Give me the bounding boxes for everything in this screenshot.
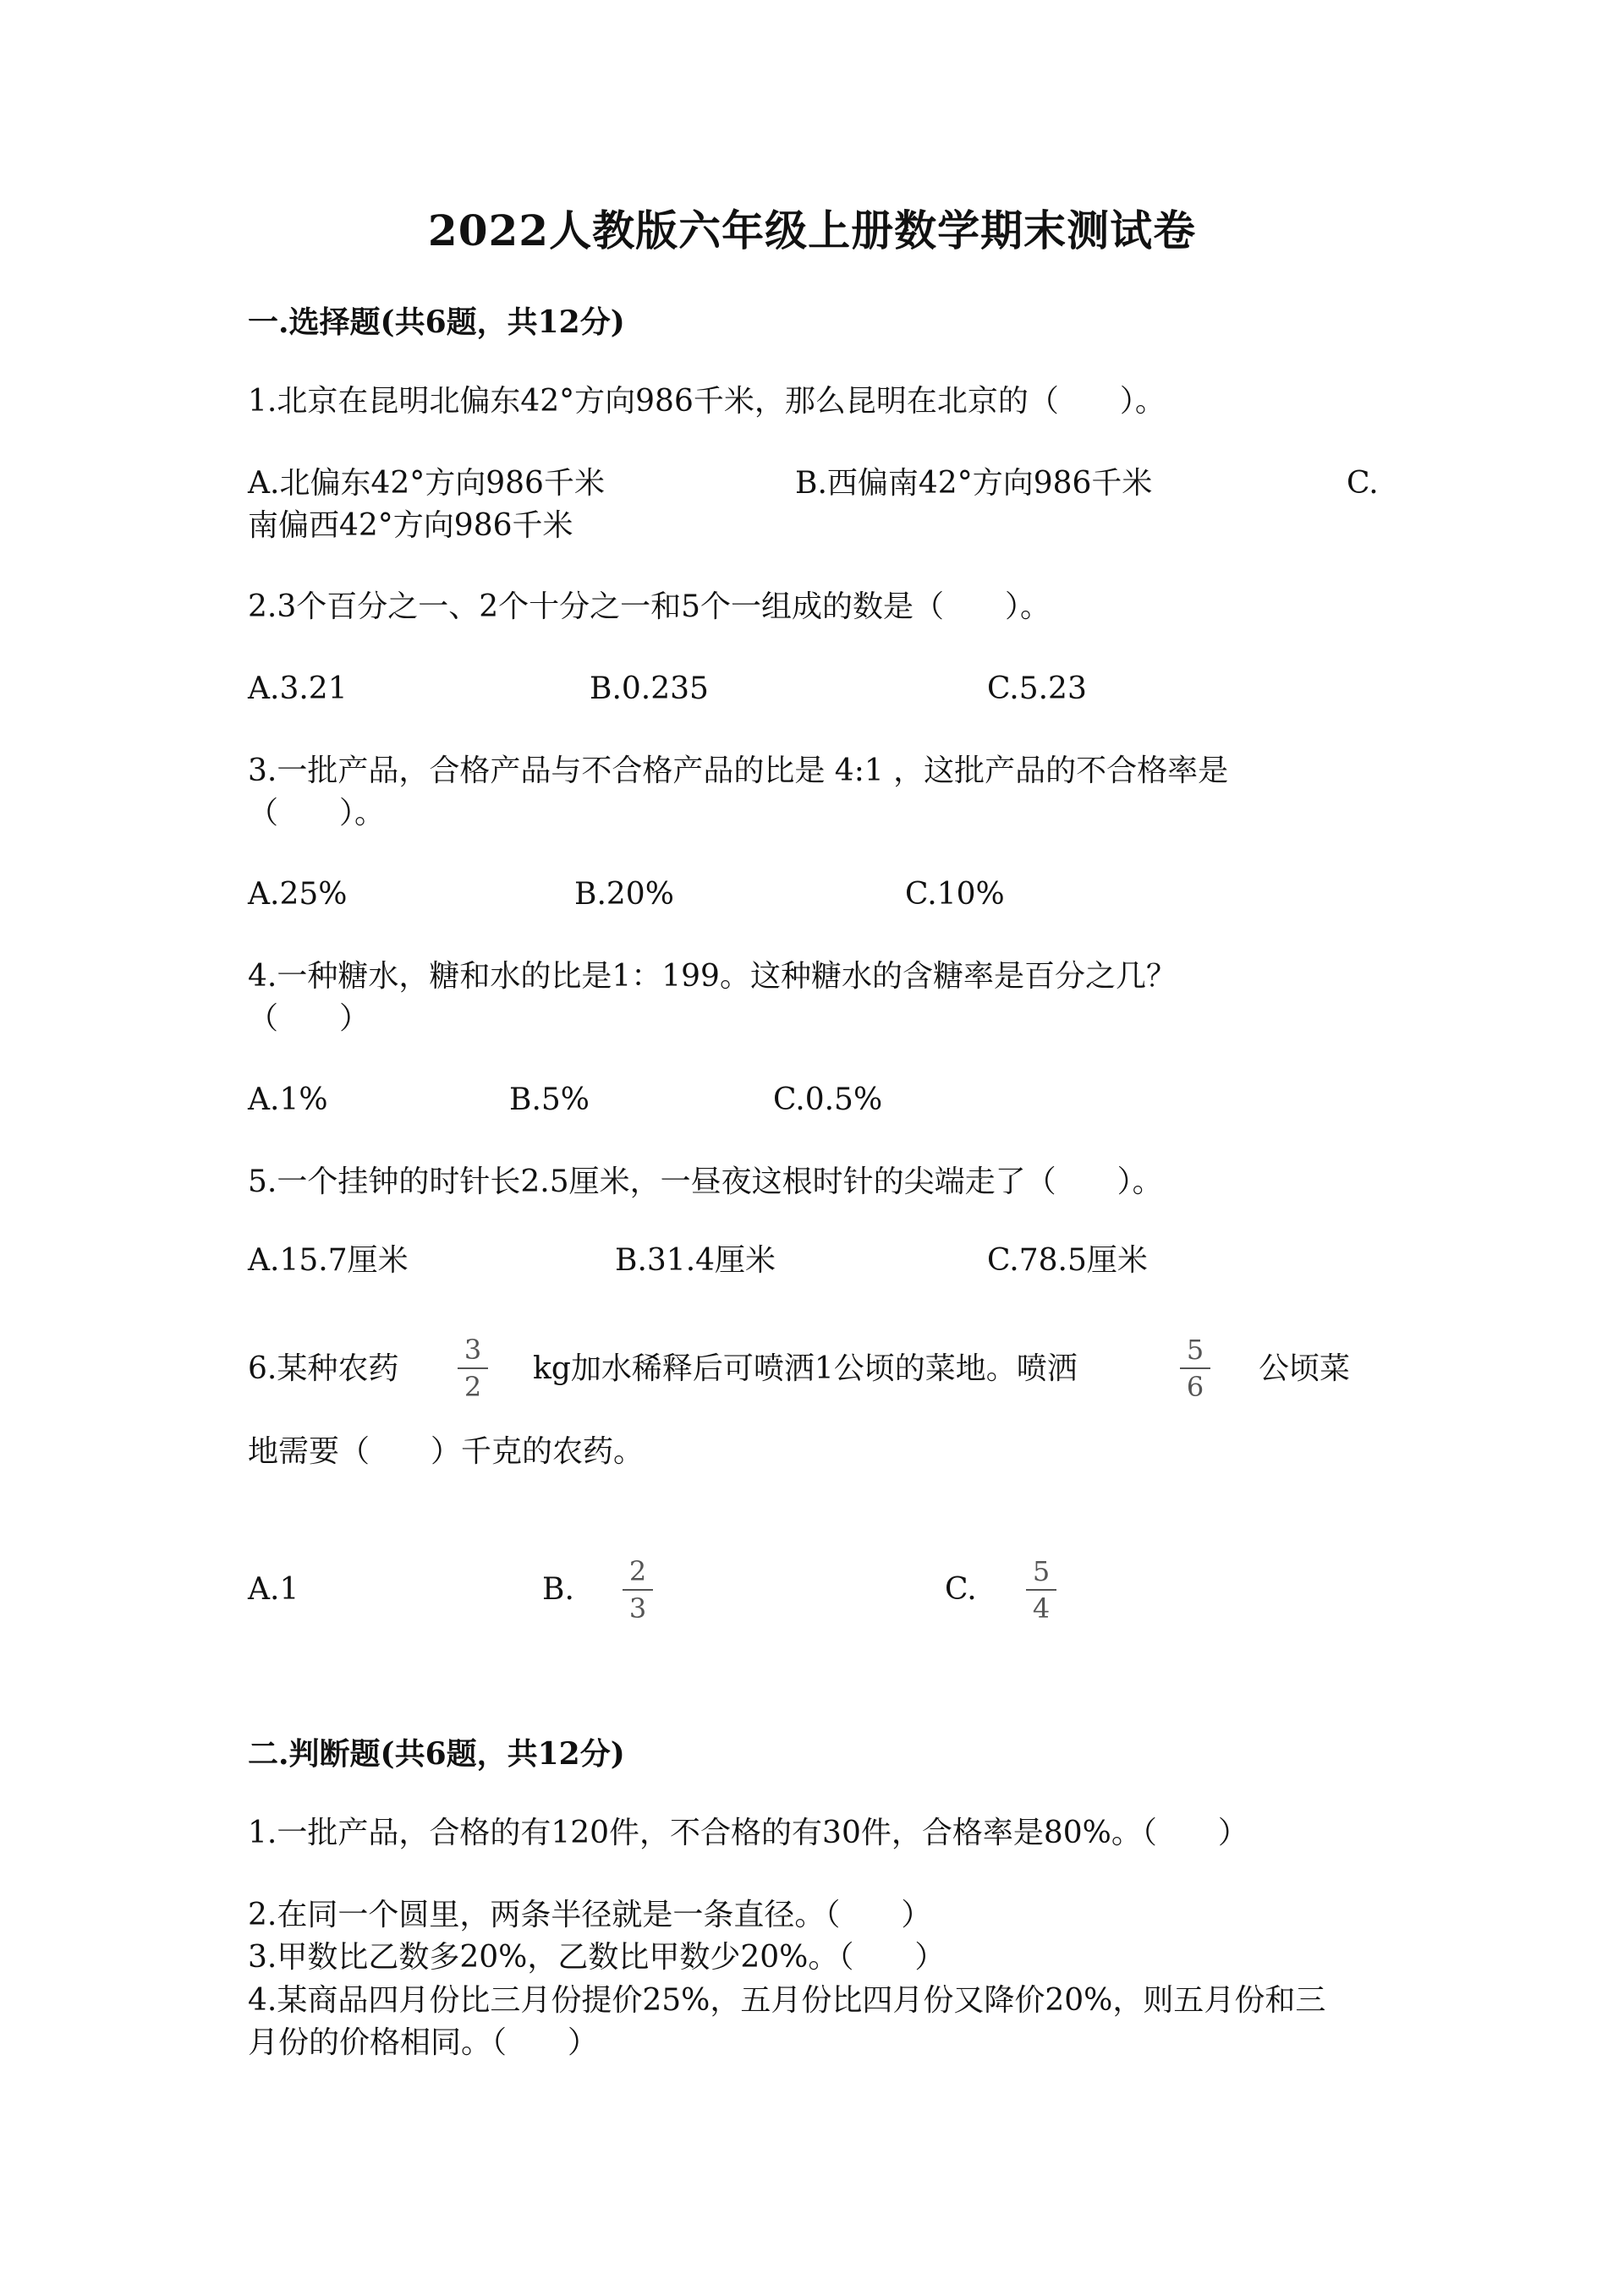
question-3-option-a: A.25% bbox=[248, 877, 348, 912]
question-6-stem-part3: 公顷菜 bbox=[1259, 1351, 1351, 1386]
question-3-stem: 3.一批产品，合格产品与不合格产品的比是 4:1 ，这批产品的不合格率是 bbox=[248, 753, 1229, 788]
question-2-option-b: B.0.235 bbox=[590, 671, 709, 706]
question-4-option-a: A.1% bbox=[248, 1082, 328, 1117]
question-4-stem: 4.一种糖水，糖和水的比是1：199。这种糖水的含糖率是百分之几？ bbox=[248, 959, 1177, 994]
question-6-option-a: A.1 bbox=[248, 1572, 299, 1607]
judgment-2: 2.在同一个圆里，两条半径就是一条直径。（ ） bbox=[248, 1898, 932, 1932]
question-1-option-b: B.西偏南42°方向986千米 bbox=[795, 466, 1153, 501]
question-3-stem-cont: （ ）。 bbox=[248, 796, 386, 830]
fraction-denominator: 4 bbox=[1032, 1592, 1051, 1625]
fraction-bar bbox=[623, 1589, 653, 1591]
fraction-bar bbox=[1180, 1367, 1210, 1369]
question-6-stem-cont: 地需要（ ）千克的农药。 bbox=[248, 1434, 645, 1469]
question-6-option-b: B. bbox=[542, 1572, 574, 1607]
fraction-denominator: 6 bbox=[1186, 1371, 1204, 1403]
question-4-option-b: B.5% bbox=[509, 1082, 590, 1117]
question-4-stem-cont: （ ） bbox=[248, 1001, 370, 1036]
question-5-option-a: A.15.7厘米 bbox=[248, 1243, 409, 1278]
question-3-option-c: C.10% bbox=[905, 877, 1005, 912]
judgment-4-cont: 月份的价格相同。（ ） bbox=[248, 2025, 599, 2060]
question-6-fraction-3-2 bbox=[454, 1334, 491, 1402]
question-4-option-c: C.0.5% bbox=[773, 1082, 883, 1117]
fraction-bar bbox=[1026, 1589, 1056, 1591]
question-2-option-c: C.5.23 bbox=[987, 671, 1087, 706]
question-6-stem-part2: kg加水稀释后可喷洒1公顷的菜地。喷洒 bbox=[533, 1351, 1078, 1386]
question-6-stem-part1: 6.某种农药 bbox=[248, 1351, 399, 1386]
question-3-option-b: B.20% bbox=[574, 877, 674, 912]
fraction-denominator: 3 bbox=[628, 1592, 647, 1625]
question-1-stem: 1.北京在昆明北偏东42°方向986千米，那么昆明在北京的（ ）。 bbox=[248, 384, 1166, 419]
judgment-4: 4.某商品四月份比三月份提价25%，五月份比四月份又降价20%，则五月份和三 bbox=[248, 1983, 1326, 2018]
question-6-option-c: C. bbox=[945, 1572, 977, 1607]
question-6-option-c-fraction bbox=[1023, 1556, 1060, 1624]
question-6-option-b-fraction bbox=[619, 1556, 656, 1624]
question-2-stem: 2.3个百分之一、2个十分之一和5个一组成的数是（ ）。 bbox=[248, 589, 1051, 624]
question-2-option-a: A.3.21 bbox=[248, 671, 348, 706]
question-1-option-c-text: 南偏西42°方向986千米 bbox=[248, 508, 573, 543]
question-5-option-c: C.78.5厘米 bbox=[987, 1243, 1148, 1278]
fraction-numerator: 5 bbox=[1186, 1334, 1204, 1366]
question-1-option-a: A.北偏东42°方向986千米 bbox=[248, 466, 605, 501]
question-5-option-b: B.31.4厘米 bbox=[615, 1243, 776, 1278]
fraction-bar bbox=[458, 1367, 488, 1369]
fraction-numerator: 3 bbox=[464, 1334, 482, 1366]
judgment-1: 1.一批产品，合格的有120件，不合格的有30件，合格率是80%。（ ） bbox=[248, 1816, 1248, 1850]
question-6-fraction-5-6 bbox=[1177, 1334, 1214, 1402]
page-title: 2022人教版六年级上册数学期末测试卷 bbox=[427, 205, 1197, 255]
question-1-option-c: C. bbox=[1347, 466, 1379, 501]
fraction-numerator: 2 bbox=[628, 1555, 647, 1587]
fraction-numerator: 5 bbox=[1032, 1555, 1051, 1587]
section-heading-judgment: 二.判断题(共6题，共12分) bbox=[248, 1736, 625, 1772]
judgment-3: 3.甲数比乙数多20%，乙数比甲数少20%。（ ） bbox=[248, 1940, 946, 1975]
fraction-denominator: 2 bbox=[464, 1371, 482, 1403]
section-heading-choice: 一.选择题(共6题，共12分) bbox=[248, 304, 625, 340]
question-5-stem: 5.一个挂钟的时针长2.5厘米，一昼夜这根时针的尖端走了（ ）。 bbox=[248, 1164, 1163, 1199]
